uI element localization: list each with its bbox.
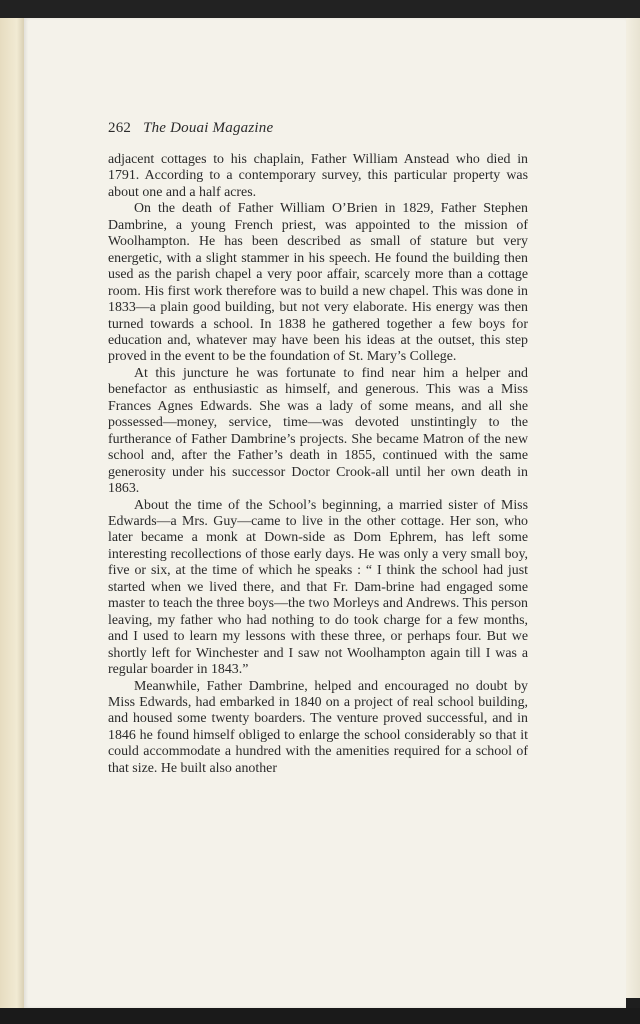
page-right-edge xyxy=(626,18,640,998)
running-head xyxy=(108,120,273,137)
paragraph-miss-edwards: At this juncture he was fortunate to find near him a helper and benefactor as enthusiastic as himself, and generous. This was a Miss Frances Agnes Edwards. She was a lady of some means, and all she possessed—money, service, time—was devoted unstintingly to the furtherance of Father Dambrine’s projects. She became Matron of the new school and, after the Father’s death in 1855, continued with the same generosity under his successor Doctor Crook-all until her own death in 1863. xyxy=(108,365,528,497)
body-text xyxy=(108,152,528,777)
scan-top-edge xyxy=(0,0,640,18)
paragraph-mrs-guy: About the time of the School’s beginning, a married sister of Miss Edwards—a Mrs. Guy—came to live in the other cottage. Her son, who later became a monk at Down-side as Dom Ephrem, has left some interesting recollections of those early days. He was only a very small boy, five or six, at the time of which he speaks : “ I think the school had just started when we lived there, and that Fr. Dam-brine had engaged some master to teach the three boys—the two Morleys and Andrews. This person leaving, my father who had nothing to do took charge for a few months, and I used to learn my lessons with these three, or perhaps four. But we shortly left for Winchester and I saw not Woolhampton again till I was a regular boarder in 1843.” xyxy=(108,497,528,678)
paragraph-continued: adjacent cottages to his chaplain, Father William Anstead who died in 1791. According to a contemporary survey, this particular property was about one and a half acres. xyxy=(108,152,528,200)
page-number: 262 xyxy=(108,120,132,136)
magazine-title: The Douai Magazine xyxy=(143,120,274,136)
paragraph-dambrine: On the death of Father William O’Brien in 1829, Father Stephen Dambrine, a young French priest, was appointed to the mission of Woolhampton. He has been described as small of stature but very energetic, with a slight stammer in his speech. He found the building then used as the parish chapel a very poor affair, scarcely more than a cottage room. His first work therefore was to build a new chapel. This was done in 1833—a plain good building, but not very elaborate. His energy was then turned towards a school. In 1838 he gathered together a few boys for education and, whatever may have been his ideas at the outset, this step proved in the event to be the foundation of St. Mary’s College. xyxy=(108,201,528,365)
facing-page-edge xyxy=(0,18,24,1008)
paragraph-school-building: Meanwhile, Father Dambrine, helped and encouraged no doubt by Miss Edwards, had embarked in 1840 on a project of real school building, and housed some twenty boarders. The venture proved successful, and in 1846 he found himself obliged to enlarge the school considerably so that it could accommodate a hundred with the amenities required for a school of that size. He built also another xyxy=(108,678,528,776)
scan-bottom-edge xyxy=(0,1008,640,1024)
